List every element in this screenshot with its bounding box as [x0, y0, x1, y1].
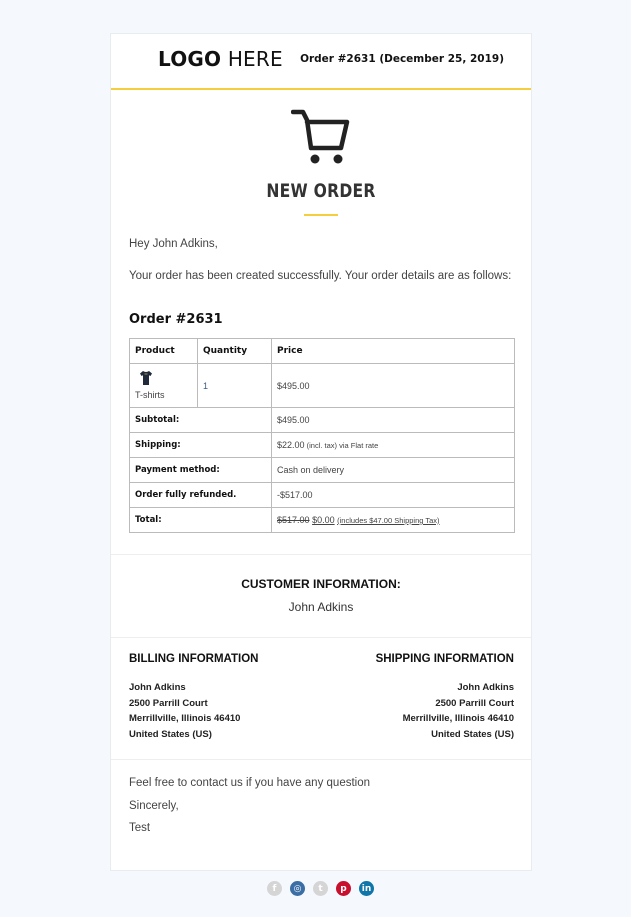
- shipping-line: 2500 Parrill Court: [435, 697, 514, 709]
- hero-title: NEW ORDER: [266, 180, 376, 202]
- order-title: Order #2631: [129, 312, 223, 327]
- email-card: [110, 33, 532, 871]
- shipping-value-cell: [272, 433, 515, 458]
- email-header: [111, 34, 531, 90]
- shipping-line: Merrillville, Illinois 46410: [402, 713, 514, 724]
- logo: [158, 47, 283, 71]
- total-new: $0.00: [312, 515, 335, 525]
- customer-section: [111, 554, 531, 637]
- total-label: Total:: [130, 508, 272, 533]
- quantity-cell: 1: [198, 364, 272, 408]
- billing-line: John Adkins: [129, 682, 186, 693]
- shipping-row: [130, 433, 515, 458]
- customer-name: John Adkins: [288, 600, 354, 614]
- tshirt-icon: [140, 371, 152, 385]
- greeting: Hey John Adkins,: [129, 238, 218, 250]
- subtotal-value: $495.00: [272, 408, 515, 433]
- billing-line: United States (US): [129, 728, 212, 740]
- message-body: [111, 238, 531, 533]
- logo-bold: LOGO: [158, 47, 222, 71]
- customer-title: CUSTOMER INFORMATION:: [241, 577, 401, 591]
- twitter-icon[interactable]: t: [313, 881, 328, 896]
- col-quantity: Quantity: [198, 339, 272, 364]
- product-cell: [130, 364, 198, 408]
- refund-row: [130, 483, 515, 508]
- shipping-line: United States (US): [431, 728, 514, 740]
- logo-light: HERE: [221, 47, 283, 71]
- shipping-value: $22.00: [277, 440, 305, 450]
- social-links: [267, 881, 374, 896]
- price-cell: $495.00: [272, 364, 515, 408]
- total-row: [130, 508, 515, 533]
- address-section: [111, 637, 531, 759]
- payment-label: Payment method:: [130, 458, 272, 483]
- col-price: Price: [272, 339, 515, 364]
- table-row: [130, 364, 515, 408]
- closing-line: Feel free to contact us if you have any question: [129, 777, 371, 789]
- total-value-cell: [272, 508, 515, 533]
- intro-text: Your order has been created successfully. Your order details are as follows:: [129, 270, 512, 282]
- subtotal-label: Subtotal:: [130, 408, 272, 433]
- table-header-row: [130, 339, 515, 364]
- billing-title: BILLING INFORMATION: [129, 653, 259, 665]
- shipping-title: SHIPPING INFORMATION: [375, 653, 514, 665]
- signature: Test: [129, 822, 151, 834]
- shipping-info: [376, 653, 514, 742]
- product-name: T-shirts: [135, 390, 165, 400]
- hero: [111, 90, 531, 216]
- order-table: [129, 338, 515, 533]
- linkedin-icon[interactable]: in: [359, 881, 374, 896]
- payment-row: [130, 458, 515, 483]
- refund-label: Order fully refunded.: [130, 483, 272, 508]
- pinterest-icon[interactable]: p: [336, 881, 351, 896]
- payment-value: Cash on delivery: [272, 458, 515, 483]
- closing-section: [111, 759, 531, 845]
- accent-divider: [304, 214, 338, 216]
- billing-info: [129, 653, 258, 742]
- order-meta: Order #2631 (December 25, 2019): [300, 53, 504, 65]
- refund-value: -$517.00: [272, 483, 515, 508]
- billing-line: Merrillville, Illinois 46410: [129, 713, 241, 724]
- total-old: $517.00: [277, 515, 310, 525]
- shopping-cart-icon: [291, 108, 351, 166]
- facebook-icon[interactable]: f: [267, 881, 282, 896]
- shipping-line: John Adkins: [457, 682, 514, 693]
- instagram-icon[interactable]: ◎: [290, 881, 305, 896]
- total-note: (includes $47.00 Shipping Tax): [337, 516, 440, 525]
- subtotal-row: [130, 408, 515, 433]
- col-product: Product: [130, 339, 198, 364]
- sign-off: Sincerely,: [129, 799, 179, 812]
- shipping-label: Shipping:: [130, 433, 272, 458]
- shipping-note: (incl. tax) via Flat rate: [304, 441, 379, 450]
- billing-line: 2500 Parrill Court: [129, 697, 208, 709]
